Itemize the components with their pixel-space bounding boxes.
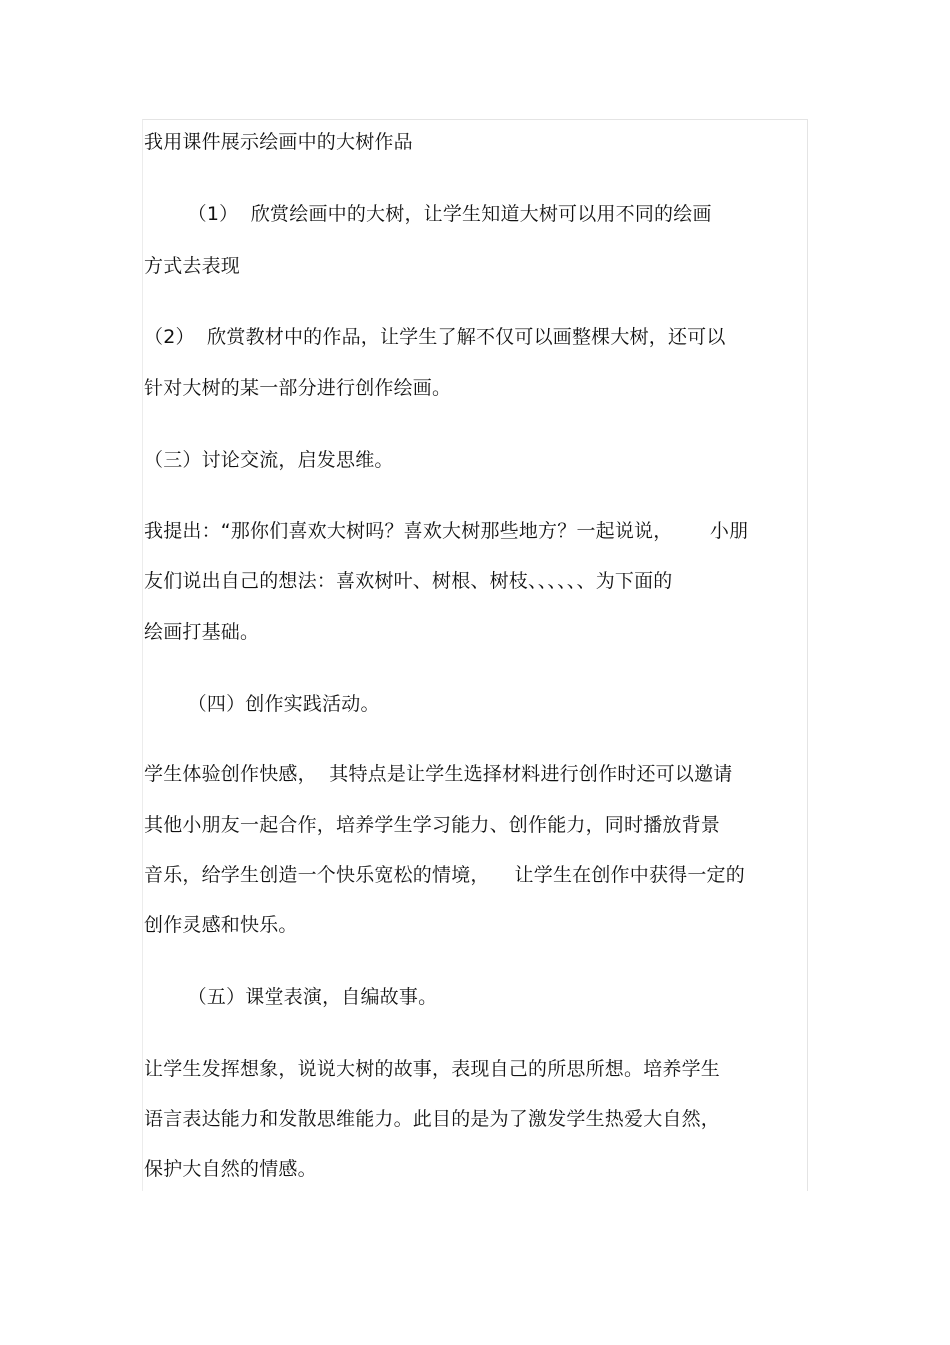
text-line-12: 其他小朋友一起合作，培养学生学习能力、创作能力，同时播放背景 <box>144 814 721 836</box>
text-line-18: 保护大自然的情感。 <box>144 1158 317 1180</box>
text-line-16: 让学生发挥想象，说说大树的故事，表现自己的所思所想。培养学生 <box>144 1058 721 1080</box>
text-line-5: 针对大树的某一部分进行创作绘画。 <box>144 377 452 399</box>
text-line-4: （2） 欣赏教材中的作品，让学生了解不仅可以画整棵大树，还可以 <box>144 326 726 348</box>
text-line-14: 创作灵感和快乐。 <box>144 914 298 936</box>
text-line-10: （四）创作实践活动。 <box>144 693 380 715</box>
text-line-8: 友们说出自己的想法：喜欢树叶、树根、树枝、、、、、、为下面的 <box>144 570 673 592</box>
text-line-1: 我用课件展示绘画中的大树作品 <box>144 131 413 153</box>
text-line-9: 绘画打基础。 <box>144 621 260 643</box>
text-line-13: 音乐，给学生创造一个快乐宽松的情境， 让学生在创作中获得一定的 <box>144 864 745 886</box>
text-line-2: （1） 欣赏绘画中的大树，让学生知道大树可以用不同的绘画 <box>144 203 712 225</box>
text-line-6: （三）讨论交流，启发思维。 <box>144 449 394 471</box>
page-frame <box>142 119 808 1191</box>
text-line-15: （五）课堂表演，自编故事。 <box>144 986 438 1008</box>
text-line-3: 方式去表现 <box>144 255 241 277</box>
text-line-17: 语言表达能力和发散思维能力。此目的是为了激发学生热爱大自然， <box>144 1108 721 1130</box>
text-line-7: 我提出：“那你们喜欢大树吗？喜欢大树那些地方？一起说说， 小朋 <box>144 520 749 542</box>
text-line-11: 学生体验创作快感， 其特点是让学生选择材料进行创作时还可以邀请 <box>144 763 733 785</box>
